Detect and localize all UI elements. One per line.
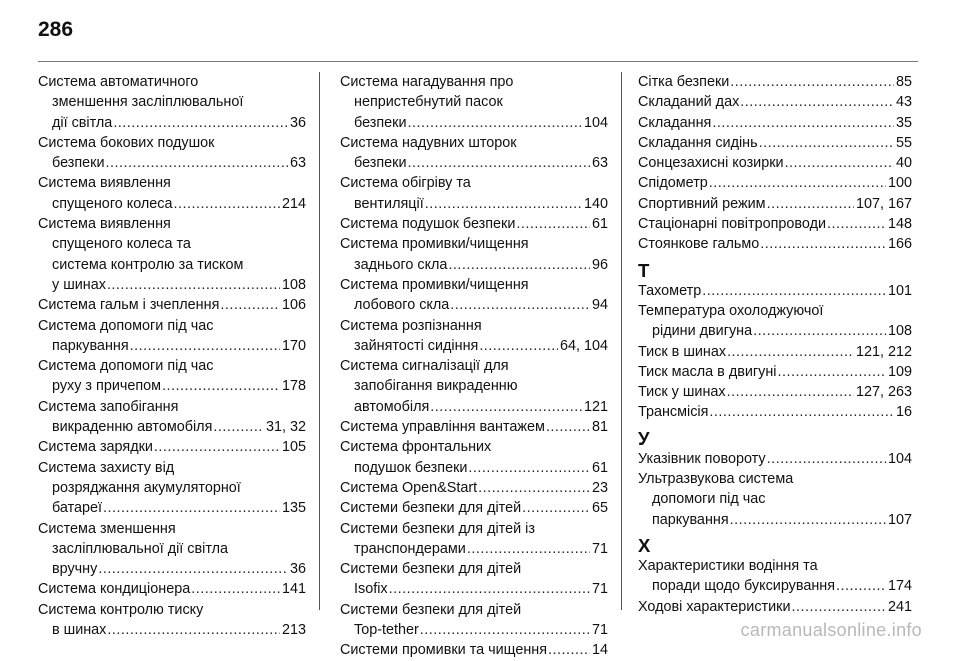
entry-text-line: Система допомоги під час xyxy=(38,317,214,334)
entry-term: дії світла xyxy=(52,114,113,131)
index-entry xyxy=(638,113,912,133)
entry-term: безпеки xyxy=(354,114,407,131)
index-entry xyxy=(638,469,912,530)
page-reference: 35 xyxy=(895,114,912,131)
entry-text-line: Температура охолоджуючої xyxy=(638,302,824,319)
entry-last-line xyxy=(340,113,608,133)
dot-leader xyxy=(792,597,886,617)
entry-term: Стоянкове гальмо xyxy=(638,236,760,253)
dot-leader xyxy=(389,579,590,599)
page-reference: 104 xyxy=(887,450,912,467)
entry-term: Указівник повороту xyxy=(638,450,766,467)
index-entry xyxy=(340,356,608,417)
page-reference: 106 xyxy=(281,297,306,314)
entry-last-line xyxy=(38,336,306,356)
entry-last-line xyxy=(638,92,912,112)
entry-text-line: система контролю за тиском xyxy=(52,256,244,273)
entry-term: безпеки xyxy=(354,155,407,172)
dot-leader xyxy=(767,449,886,469)
page-reference: 96 xyxy=(591,256,608,273)
page-reference: 174 xyxy=(887,578,912,595)
page-reference: 71 xyxy=(591,581,608,598)
column-divider xyxy=(319,72,320,610)
dot-leader xyxy=(467,539,590,559)
index-entry xyxy=(638,173,912,193)
entry-term: Стаціонарні повітропроводи xyxy=(638,216,827,233)
entry-text-line: Система автоматичного xyxy=(38,74,199,90)
entry-text-line: Система захисту від xyxy=(38,459,175,476)
dot-leader xyxy=(753,321,886,341)
entry-term: Трансмісія xyxy=(638,404,709,421)
page-reference: 31, 32 xyxy=(265,419,306,436)
dot-leader xyxy=(103,498,280,518)
page-reference: 109 xyxy=(887,363,912,380)
entry-term: Система управління вантажем xyxy=(340,419,545,436)
entry-term: вручну xyxy=(52,561,98,578)
entry-term: Складаний дах xyxy=(638,94,740,111)
entry-last-line xyxy=(38,417,306,437)
page-reference: 178 xyxy=(281,378,306,395)
dot-leader xyxy=(548,640,590,660)
entry-last-line xyxy=(340,255,608,275)
entry-term: Тиск в шинах xyxy=(638,343,727,360)
page-reference: 214 xyxy=(281,195,306,212)
entry-term: Система подушок безпеки xyxy=(340,216,516,233)
entry-term: безпеки xyxy=(52,155,105,172)
entry-last-line xyxy=(340,153,608,173)
entry-text-line: Система сигналізації для xyxy=(340,358,509,375)
index-entry xyxy=(38,519,306,580)
entry-term: зайнятості сидіння xyxy=(354,337,479,354)
entry-term: Система зарядки xyxy=(38,439,153,456)
entry-last-line xyxy=(340,620,608,640)
entry-last-line xyxy=(340,397,608,417)
entry-last-line xyxy=(340,295,608,315)
entry-term: батареї xyxy=(52,500,103,517)
watermark: carmanualsonline.info xyxy=(740,620,922,640)
entry-text-line: Система надувних шторок xyxy=(340,134,517,151)
entry-term: паркування xyxy=(52,337,129,354)
dot-leader xyxy=(740,92,894,112)
page-reference: 36 xyxy=(289,114,306,131)
page-reference: 100 xyxy=(887,175,912,192)
entry-text-line: запобігання викраденню xyxy=(354,378,518,395)
page-reference: 61 xyxy=(591,459,608,476)
page-reference: 85 xyxy=(895,74,912,90)
dot-leader xyxy=(785,153,894,173)
index-entry xyxy=(340,600,608,641)
entry-last-line xyxy=(638,362,912,382)
page-reference: 105 xyxy=(281,439,306,456)
page-reference: 63 xyxy=(591,155,608,172)
entry-last-line xyxy=(638,72,912,92)
page-reference: 61 xyxy=(591,216,608,233)
entry-text-line: Система бокових подушок xyxy=(38,134,215,151)
entry-last-line xyxy=(340,214,608,234)
page-reference: 241 xyxy=(887,598,912,615)
entry-term: Системи промивки та чищення xyxy=(340,642,548,659)
entry-last-line xyxy=(38,579,306,599)
entry-term: автомобіля xyxy=(354,398,430,415)
entry-last-line xyxy=(340,640,608,660)
entry-term: Тахометр xyxy=(638,282,702,299)
entry-text-line: Характеристики водіння та xyxy=(638,557,818,574)
entry-term: викраденню автомобіля xyxy=(52,419,213,436)
index-entry xyxy=(638,234,912,254)
dot-leader xyxy=(162,376,280,396)
entry-last-line xyxy=(638,173,912,193)
dot-leader xyxy=(759,133,894,153)
index-entry xyxy=(38,397,306,438)
entry-text-line: непристебнутий пасок xyxy=(354,94,503,111)
entry-term: Спортивний режим xyxy=(638,195,766,212)
index-entry xyxy=(638,597,912,617)
entry-last-line xyxy=(38,559,306,579)
entry-term: поради щодо буксирування xyxy=(652,578,836,595)
dot-leader xyxy=(213,417,264,437)
entry-text-line: Система допомоги під час xyxy=(38,358,214,375)
section-letter: Х xyxy=(638,534,651,556)
entry-text-line: засліплювальної дії світла xyxy=(52,540,229,557)
page-reference: 108 xyxy=(887,323,912,340)
entry-last-line xyxy=(638,321,912,341)
entry-text-line: Система розпізнання xyxy=(340,317,482,334)
entry-term: Складання сидінь xyxy=(638,134,758,151)
entry-term: спущеного колеса xyxy=(52,195,173,212)
index-entry xyxy=(38,437,306,457)
page-reference: 108 xyxy=(281,276,306,293)
index-entry xyxy=(340,437,608,478)
page-reference: 140 xyxy=(583,195,608,212)
index-entry xyxy=(340,498,608,518)
index-entry xyxy=(38,133,306,174)
entry-last-line xyxy=(638,510,912,530)
entry-last-line xyxy=(340,417,608,437)
entry-last-line xyxy=(638,281,912,301)
entry-term: руху з причепом xyxy=(52,378,162,395)
dot-leader xyxy=(448,255,590,275)
page-reference: 55 xyxy=(895,134,912,151)
entry-term: Сітка безпеки xyxy=(638,74,730,90)
entry-term: паркування xyxy=(652,511,729,528)
entry-text-line: Система зменшення xyxy=(38,520,176,537)
index-entry xyxy=(38,173,306,214)
dot-leader xyxy=(709,173,886,193)
index-entry xyxy=(340,133,608,174)
dot-leader xyxy=(408,113,582,133)
dot-leader xyxy=(107,620,280,640)
entry-last-line xyxy=(38,498,306,518)
dot-leader xyxy=(546,417,590,437)
page-reference: 65 xyxy=(591,500,608,517)
page-reference: 71 xyxy=(591,622,608,639)
dot-leader xyxy=(420,620,590,640)
dot-leader xyxy=(450,295,590,315)
index-entry xyxy=(638,92,912,112)
entry-last-line xyxy=(638,597,912,617)
entry-last-line xyxy=(638,576,912,596)
entry-last-line xyxy=(638,214,912,234)
dot-leader xyxy=(767,194,854,214)
entry-text-line: Система промивки/чищення xyxy=(340,276,529,293)
page-reference: 63 xyxy=(289,155,306,172)
entry-text-line: Система запобігання xyxy=(38,398,179,415)
index-entry xyxy=(638,72,912,92)
entry-term: Ходові характеристики xyxy=(638,598,791,615)
entry-last-line xyxy=(638,194,912,214)
entry-term: Система кондиціонера xyxy=(38,581,191,598)
index-entry xyxy=(638,281,912,301)
page-reference: 94 xyxy=(591,297,608,314)
dot-leader xyxy=(730,72,894,92)
entry-last-line xyxy=(38,194,306,214)
entry-term: Системи безпеки для дітей xyxy=(340,500,522,517)
page-reference: 40 xyxy=(895,155,912,172)
page-reference: 141 xyxy=(281,581,306,598)
page-reference: 107 xyxy=(887,511,912,528)
index-entry xyxy=(638,214,912,234)
dot-leader xyxy=(836,576,886,596)
entry-last-line xyxy=(38,620,306,640)
index-entry xyxy=(340,519,608,560)
index-entry xyxy=(638,301,912,342)
entry-term: в шинах xyxy=(52,622,107,639)
entry-text-line: Система контролю тиску xyxy=(38,601,204,618)
index-entry xyxy=(38,316,306,357)
dot-leader xyxy=(516,214,590,234)
index-column-3 xyxy=(638,72,912,617)
dot-leader xyxy=(702,281,886,301)
entry-last-line xyxy=(638,113,912,133)
entry-last-line xyxy=(38,275,306,295)
index-entry xyxy=(38,600,306,641)
dot-leader xyxy=(760,234,886,254)
entry-text-line: зменшення засліплювальної xyxy=(52,94,244,111)
index-entry xyxy=(638,362,912,382)
entry-last-line xyxy=(638,382,912,402)
index-entry xyxy=(38,72,306,133)
index-entry xyxy=(638,449,912,469)
index-entry xyxy=(38,579,306,599)
entry-last-line xyxy=(38,113,306,133)
index-entry xyxy=(340,640,608,660)
dot-leader xyxy=(730,510,886,530)
dot-leader xyxy=(174,194,280,214)
entry-term: заднього скла xyxy=(354,256,448,273)
dot-leader xyxy=(827,214,886,234)
page-reference: 170 xyxy=(281,337,306,354)
index-entry xyxy=(340,275,608,316)
page-reference: 107, 167 xyxy=(855,195,912,212)
entry-term: Тиск масла в двигуні xyxy=(638,363,777,380)
index-entry xyxy=(638,402,912,422)
index-entry xyxy=(340,417,608,437)
dot-leader xyxy=(98,559,288,579)
dot-leader xyxy=(113,113,288,133)
index-entry xyxy=(340,478,608,498)
entry-text-line: Система фронтальних xyxy=(340,439,492,456)
entry-last-line xyxy=(340,194,608,214)
dot-leader xyxy=(106,153,288,173)
page-reference: 101 xyxy=(887,282,912,299)
entry-term: Top-tether xyxy=(354,622,419,639)
section-letter: Т xyxy=(638,259,650,281)
entry-last-line xyxy=(38,376,306,396)
dot-leader xyxy=(191,579,280,599)
entry-last-line xyxy=(638,342,912,362)
index-entry xyxy=(340,316,608,357)
entry-text-line: спущеного колеса та xyxy=(52,236,191,253)
page-reference: 104 xyxy=(583,114,608,131)
page-reference: 166 xyxy=(887,236,912,253)
entry-text-line: Системи безпеки для дітей xyxy=(340,601,522,618)
index-entry xyxy=(340,234,608,275)
entry-last-line xyxy=(38,153,306,173)
entry-term: Сонцезахисні козирки xyxy=(638,155,784,172)
entry-term: у шинах xyxy=(52,276,106,293)
dot-leader xyxy=(709,402,894,422)
entry-last-line xyxy=(340,539,608,559)
index-entry xyxy=(638,382,912,402)
index-entry xyxy=(638,342,912,362)
dot-leader xyxy=(522,498,590,518)
entry-last-line xyxy=(340,478,608,498)
page-reference: 148 xyxy=(887,216,912,233)
section-letter: У xyxy=(638,427,650,449)
dot-leader xyxy=(468,458,590,478)
page-reference: 213 xyxy=(281,622,306,639)
page-reference: 43 xyxy=(895,94,912,111)
entry-last-line xyxy=(38,295,306,315)
dot-leader xyxy=(408,153,590,173)
entry-term: транспондерами xyxy=(354,540,466,557)
page-reference: 16 xyxy=(895,404,912,421)
index-entry xyxy=(340,72,608,133)
dot-leader xyxy=(430,397,582,417)
entry-text-line: Системи безпеки для дітей із xyxy=(340,520,535,537)
entry-term: подушок безпеки xyxy=(354,459,468,476)
page-reference: 121, 212 xyxy=(855,343,912,360)
entry-last-line xyxy=(638,449,912,469)
entry-text-line: Ультразвукова система xyxy=(638,471,794,488)
page-reference: 81 xyxy=(591,419,608,436)
index-entry xyxy=(38,214,306,295)
entry-term: рідини двигуна xyxy=(652,323,753,340)
entry-text-line: допомоги під час xyxy=(652,491,766,508)
index-entry xyxy=(638,556,912,597)
dot-leader xyxy=(712,113,894,133)
entry-last-line xyxy=(340,579,608,599)
dot-leader xyxy=(727,382,854,402)
index-column-2 xyxy=(340,72,608,661)
entry-text-line: Система промивки/чищення xyxy=(340,236,529,253)
index-entry xyxy=(638,133,912,153)
page-reference: 71 xyxy=(591,540,608,557)
page-reference: 23 xyxy=(591,479,608,496)
entry-text-line: Система виявлення xyxy=(38,175,171,192)
index-entry xyxy=(38,458,306,519)
page-reference: 127, 263 xyxy=(855,384,912,401)
dot-leader xyxy=(727,342,854,362)
page-reference: 135 xyxy=(281,500,306,517)
index-column-1 xyxy=(38,72,306,640)
header-rule xyxy=(38,61,918,62)
entry-last-line xyxy=(638,133,912,153)
entry-last-line xyxy=(638,234,912,254)
entry-text-line: Системи безпеки для дітей xyxy=(340,561,522,578)
index-entry xyxy=(638,194,912,214)
page-reference: 121 xyxy=(583,398,608,415)
page-reference: 14 xyxy=(591,642,608,659)
entry-last-line xyxy=(638,153,912,173)
index-entry xyxy=(340,173,608,214)
entry-text-line: Система обігріву та xyxy=(340,175,471,192)
index-entry xyxy=(38,356,306,397)
index-entry xyxy=(340,214,608,234)
entry-term: Тиск у шинах xyxy=(638,384,726,401)
entry-last-line xyxy=(38,437,306,457)
dot-leader xyxy=(107,275,280,295)
entry-last-line xyxy=(340,498,608,518)
entry-last-line xyxy=(638,402,912,422)
dot-leader xyxy=(130,336,280,356)
entry-term: вентиляції xyxy=(354,195,424,212)
entry-term: Система Open&Start xyxy=(340,479,478,496)
entry-term: Складання xyxy=(638,114,712,131)
column-divider xyxy=(621,72,622,610)
dot-leader xyxy=(778,362,886,382)
dot-leader xyxy=(220,295,280,315)
entry-term: лобового скла xyxy=(354,297,450,314)
entry-text-line: Система нагадування про xyxy=(340,74,514,90)
entry-term: Система гальм і зчеплення xyxy=(38,297,220,314)
index-entry xyxy=(38,295,306,315)
dot-leader xyxy=(479,336,558,356)
entry-last-line xyxy=(340,336,608,356)
entry-text-line: Система виявлення xyxy=(38,216,171,233)
index-entry xyxy=(638,153,912,173)
entry-text-line: розряджання акумуляторної xyxy=(52,479,241,496)
dot-leader xyxy=(478,478,590,498)
entry-term: Спідометр xyxy=(638,175,708,192)
dot-leader xyxy=(154,437,280,457)
page-reference: 64, 104 xyxy=(559,337,608,354)
index-entry xyxy=(340,559,608,600)
page-reference: 36 xyxy=(289,561,306,578)
dot-leader xyxy=(425,194,582,214)
entry-last-line xyxy=(340,458,608,478)
page-number: 286 xyxy=(38,18,74,41)
entry-term: Isofix xyxy=(354,581,388,598)
